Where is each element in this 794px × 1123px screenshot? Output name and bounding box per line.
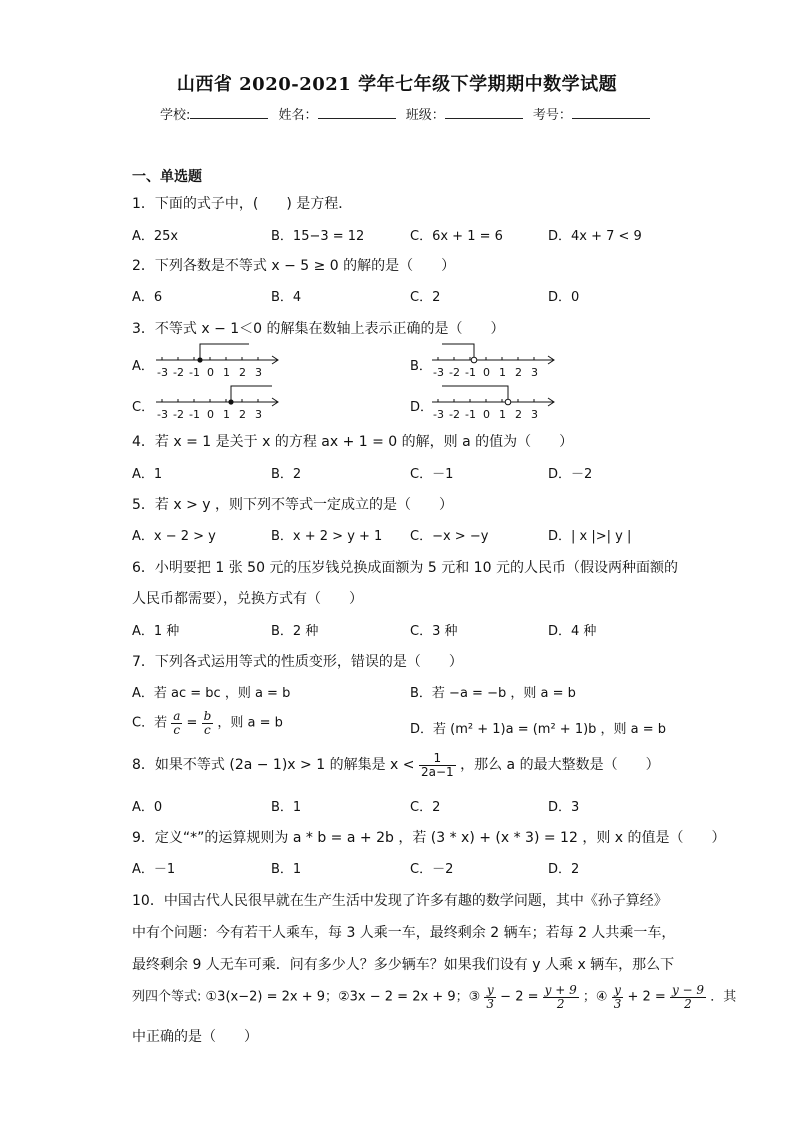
tick-label: 0 [207, 408, 214, 421]
denominator: c [204, 722, 211, 737]
q1-option-c: C．6x + 1 = 6 [410, 229, 503, 244]
q5-option-d: D．| x |>| y | [548, 529, 632, 544]
name-blank[interactable] [318, 106, 396, 119]
tick-label: 3 [255, 366, 262, 379]
tick-label: 2 [515, 366, 522, 379]
q4-option-b: B．2 [271, 467, 302, 482]
q2-option-c: C．2 [410, 290, 441, 305]
page-title: 山西省 2020-2021 学年七年级下学期期中数学试题 [176, 74, 618, 95]
q9-option-d: D．2 [548, 862, 580, 877]
q3-stem: 3．不等式 x − 1＜0 的解集在数轴上表示正确的是（ ） [132, 321, 505, 337]
q9-stem: 9．定义“*”的运算规则为 a * b = a + 2b ，若 (3 * x) + (x * 3) = 12 ，则 x 的值是（ ） [132, 830, 726, 846]
q4-option-c: C．－1 [410, 467, 454, 482]
q9-option-b: B．1 [271, 862, 302, 877]
denominator: 2a−1 [420, 764, 454, 779]
school-label: 学校: [160, 108, 191, 123]
q5-option-b: B．x + 2 > y + 1 [271, 529, 383, 544]
q8-option-a: A．0 [132, 800, 163, 815]
q6-option-d: D．4 种 [548, 624, 597, 639]
q3-label-d: D． [410, 400, 434, 415]
q6-option-b: B．2 种 [271, 624, 319, 639]
q6-stem-line1: 6．小明要把 1 张 50 元的压岁钱兑换成面额为 5 元和 10 元的人民币（假设两种面额的 [132, 560, 678, 576]
q10-eq-4-prefix: ；④ [582, 989, 608, 1005]
q7-stem: 7．下列各式运用等式的性质变形，错误的是（ ） [132, 654, 463, 670]
class-blank[interactable] [445, 106, 523, 119]
q10-line4-end: ．其 [710, 989, 737, 1005]
numerator: 1 [419, 752, 456, 766]
numerator: y − 9 [671, 983, 705, 997]
q5-stem: 5．若 x > y ，则下列不等式一定成立的是（ ） [132, 497, 454, 513]
q2-option-a: A．6 [132, 290, 163, 305]
q1-option-d: D．4x + 7 < 9 [548, 229, 642, 244]
tick-label: 2 [515, 408, 522, 421]
q7-option-d: D．若 (m² + 1)a = (m² + 1)b ，则 a = b [410, 722, 667, 737]
q2-stem: 2．下列各数是不等式 x − 5 ≥ 0 的解的是（ ） [132, 258, 456, 274]
tick-label: -3 [433, 366, 444, 379]
q6-option-a: A．1 种 [132, 624, 180, 639]
denominator: 2 [556, 996, 565, 1011]
denominator: c [173, 722, 181, 737]
tick-label: -1 [189, 366, 200, 379]
q6-stem-line2: 人民币都需要），兑换方式有（ ） [132, 591, 363, 607]
q10-line4 [132, 984, 736, 1010]
tick-label: -2 [173, 366, 184, 379]
q6-option-c: C．3 种 [410, 624, 458, 639]
tick-label: 1 [499, 366, 506, 379]
denominator: 3 [613, 996, 622, 1011]
tick-label: -3 [433, 408, 444, 421]
tick-label: 0 [483, 408, 490, 421]
q7-option-a: A．若 ac = bc ，则 a = b [132, 686, 291, 701]
number-label: 考号： [532, 108, 572, 123]
q9-option-c: C．－2 [410, 862, 454, 877]
equals-sign: = [186, 715, 198, 731]
tick-label: -2 [449, 366, 460, 379]
number-line-b [430, 340, 560, 384]
tick-label: 3 [531, 366, 538, 379]
q10-line5: 中正确的是（ ） [132, 1029, 258, 1045]
tick-label: 2 [239, 366, 246, 379]
tick-label: -2 [173, 408, 184, 421]
denominator: 3 [486, 996, 495, 1011]
numerator: y [484, 984, 496, 998]
tick-label: 0 [207, 366, 214, 379]
q3-label-c: C． [132, 400, 155, 415]
q5-option-a: A．x − 2 > y [132, 529, 216, 544]
q4-option-a: A．1 [132, 467, 163, 482]
number-line-d [430, 382, 560, 426]
denominator: 2 [684, 996, 692, 1011]
tick-label: 2 [239, 408, 246, 421]
number-line-c [154, 382, 284, 426]
number-line-a [154, 340, 284, 384]
fraction [612, 984, 624, 1010]
tick-label: -1 [465, 366, 476, 379]
tick-label: 3 [531, 408, 538, 421]
tick-label: 0 [483, 366, 490, 379]
q5-option-c: C．−x > −y [410, 529, 489, 544]
q7-c-prefix: C．若 [132, 715, 168, 731]
q2-option-d: D．0 [548, 290, 580, 305]
q4-stem: 4．若 x = 1 是关于 x 的方程 ax + 1 = 0 的解，则 a 的值为（ ） [132, 434, 574, 450]
q8-option-b: B．1 [271, 800, 302, 815]
q2-option-b: B．4 [271, 290, 302, 305]
q7-option-c [132, 710, 283, 736]
class-label: 班级： [405, 108, 445, 123]
q4-option-d: D．－2 [548, 467, 593, 482]
q10-eq-12: 列四个等式: ①3(x−2) = 2x + 9；②3x − 2 = 2x + 9；③ [132, 989, 481, 1005]
tick-label: 3 [255, 408, 262, 421]
q3-label-a: A． [132, 359, 154, 374]
number-blank[interactable] [572, 106, 650, 119]
q7-c-suffix: ，则 a = b [217, 715, 283, 731]
fraction [543, 984, 579, 1010]
q10-line3: 最终剩余 9 人无车可乘．问有多少人？多少辆车？如果我们设有 y 人乘 x 辆车，那么下 [132, 957, 675, 973]
q10-eq-4-mid: + 2 = [627, 989, 666, 1005]
q3-label-b: B． [410, 359, 432, 374]
q10-line1: 10．中国古代人民很早就在生产生活中发现了许多有趣的数学问题，其中《孙子算经》 [132, 893, 668, 909]
numerator: y + 9 [544, 983, 577, 997]
q10-line2: 中有个问题：今有若干人乘车，每 3 人乘一车，最终剩余 2 辆车；若每 2 人共乘一车， [132, 925, 676, 941]
q1-stem: 1．下面的式子中，( ) 是方程． [132, 196, 353, 212]
q1-option-b: B．15−3 = 12 [271, 229, 365, 244]
q8-option-c: C．2 [410, 800, 441, 815]
q1-option-a: A．25x [132, 229, 179, 244]
fraction [419, 752, 456, 778]
numerator: b [203, 709, 212, 723]
q10-eq-3-mid: − 2 = [500, 989, 539, 1005]
q9-option-a: A．－1 [132, 862, 176, 877]
tick-label: 1 [223, 366, 230, 379]
school-blank[interactable] [190, 106, 268, 119]
name-label: 姓名： [278, 108, 318, 123]
fraction [202, 710, 214, 736]
student-info-row [160, 104, 656, 123]
section-heading: 一、单选题 [132, 169, 202, 185]
numerator: a [173, 709, 181, 723]
q8-option-d: D．3 [548, 800, 580, 815]
fraction [670, 984, 706, 1010]
fraction [484, 984, 496, 1010]
q8-stem [132, 752, 660, 778]
fraction [171, 710, 182, 736]
q7-option-b: B．若 −a = −b ，则 a = b [410, 686, 576, 701]
tick-label: -3 [157, 366, 168, 379]
tick-label: -1 [189, 408, 200, 421]
q8-stem-suffix: ，那么 a 的最大整数是（ ） [460, 757, 660, 774]
tick-label: -3 [157, 408, 168, 421]
tick-label: -2 [449, 408, 460, 421]
tick-label: -1 [465, 408, 476, 421]
tick-label: 1 [499, 408, 506, 421]
tick-label: 1 [223, 408, 230, 421]
numerator: y [612, 984, 624, 998]
q8-stem-prefix: 8．如果不等式 (2a − 1)x > 1 的解集是 x < [132, 757, 415, 774]
